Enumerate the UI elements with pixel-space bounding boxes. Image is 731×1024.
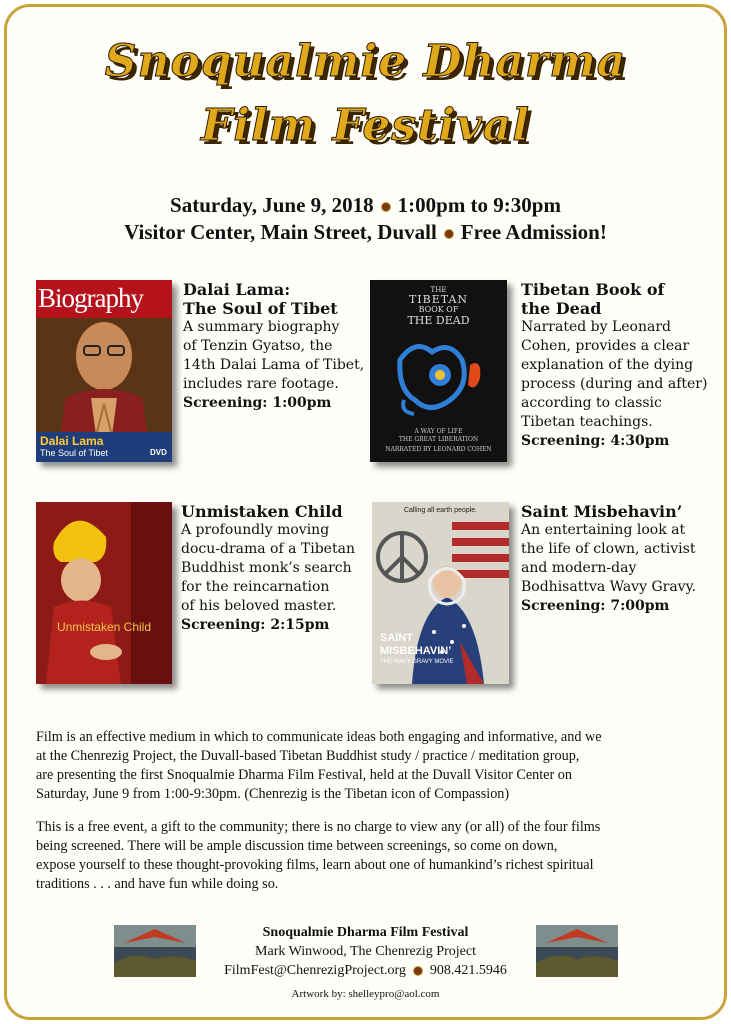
poster-sub-1: A WAY OF LIFE (414, 428, 463, 435)
venue-line (0, 220, 731, 245)
screening-time: Screening: 2:15pm (181, 617, 330, 633)
poster-dvd-logo: DVD (150, 448, 167, 457)
dragon-illustration (370, 330, 507, 420)
desc-line: and modern-day (521, 560, 637, 576)
desc-line: includes rare footage. (183, 376, 339, 392)
bullet-icon (445, 230, 453, 238)
poster-caption-1: Dalai Lama (40, 434, 104, 448)
film-title-saint-misbehavin (521, 502, 682, 521)
paragraph-line: Saturday, June 9 from 1:00-9:30pm. (Chenrezig is the Tibetan icon of Compassion) (36, 786, 510, 802)
film-desc-unmistaken-child (181, 521, 355, 635)
event-admission: Free Admission! (460, 220, 607, 244)
bullet-icon (382, 203, 390, 211)
poster-title-1: TIBETAN (408, 293, 469, 306)
event-date: Saturday, June 9, 2018 (170, 193, 374, 217)
desc-line: A profoundly moving (181, 522, 330, 538)
landscape-icon (536, 925, 618, 977)
bullet-icon (414, 967, 422, 975)
footer-email[interactable]: FilmFest@ChenrezigProject.org (224, 963, 406, 978)
poster-caption-2: MISBEHAVIN’ (380, 645, 452, 657)
landscape-icon (114, 925, 196, 977)
poster-title-3: THE DEAD (407, 314, 470, 327)
event-venue: Visitor Center, Main Street, Duvall (124, 220, 437, 244)
child-monk-illustration (36, 502, 172, 684)
date-time-line (0, 193, 731, 218)
screening-time: Screening: 4:30pm (521, 433, 670, 449)
paragraph-line: expose yourself to these thought-provoking films, learn about one of humankind’s richest spiritual (36, 857, 594, 873)
footer-phone: 908.421.5946 (429, 963, 507, 978)
footer-contact-name: Mark Winwood, The Chenrezig Project (255, 944, 476, 959)
paragraph-line: Film is an effective medium in which to communicate ideas both engaging and informative, and we (36, 729, 602, 745)
footer-artwork-credit: Artwork by: shelleypro@aol.com (291, 988, 440, 1000)
film-desc-dalai-lama (183, 318, 364, 413)
intro-paragraph (36, 728, 700, 804)
title-line: Tibetan Book of (521, 280, 665, 299)
film-title-dalai-lama (183, 280, 338, 318)
desc-line: An entertaining look at (521, 522, 686, 538)
poster-saint-misbehavin (372, 502, 509, 684)
poster-title-2: BOOK OF (418, 305, 459, 314)
poster-sub-2: THE GREAT LIBERATION (398, 436, 479, 443)
free-event-paragraph (36, 818, 700, 894)
desc-line: process (during and after) (521, 376, 708, 392)
film-title-tibetan-book (521, 280, 664, 318)
desc-line: for the reincarnation (181, 579, 330, 595)
title-line: the Dead (521, 299, 602, 318)
desc-line: Narrated by Leonard (521, 319, 672, 335)
footer-landscape-right (536, 925, 618, 977)
footer-landscape-left (114, 925, 196, 977)
title-line: The Soul of Tibet (183, 299, 338, 318)
paragraph-line: are presenting the first Snoqualmie Dharma Film Festival, held at the Duvall Visitor Center on (36, 767, 572, 783)
desc-line: explanation of the dying (521, 357, 694, 373)
desc-line: docu-drama of a Tibetan (181, 541, 355, 557)
desc-line: A summary biography (183, 319, 340, 335)
poster-top-text: THE (430, 286, 447, 294)
poster-caption-1: SAINT (380, 632, 413, 644)
screening-time: Screening: 1:00pm (183, 395, 332, 411)
poster-sub-3: NARRATED BY LEONARD COHEN (385, 446, 492, 453)
desc-line: of Tenzin Gyatso, the (183, 338, 333, 354)
poster-brand-text: Biography (38, 283, 143, 313)
festival-title-line1: Snoqualmie Dharma (104, 36, 627, 87)
desc-line: the life of clown, activist (521, 541, 696, 557)
poster-caption-2: The Soul of Tibet (40, 448, 109, 458)
poster-dalai-lama (36, 280, 172, 462)
event-time: 1:00pm to 9:30pm (397, 193, 561, 217)
film-desc-saint-misbehavin (521, 521, 696, 616)
paragraph-line: This is a free event, a gift to the community; there is no charge to view any (or all) of the four films (36, 819, 601, 835)
desc-line: Tibetan teachings. (521, 414, 653, 430)
desc-line: Buddhist monk’s search (181, 560, 352, 576)
poster-tibetan-book (370, 280, 507, 462)
paragraph-line: traditions . . . and have fun while doing so. (36, 876, 279, 892)
screening-time: Screening: 7:00pm (521, 598, 670, 614)
desc-line: Bodhisattva Wavy Gravy. (521, 579, 697, 595)
desc-line: 14th Dalai Lama of Tibet, (183, 357, 365, 373)
title-line: Saint Misbehavin’ (521, 502, 683, 521)
festival-title-line2: Film Festival (201, 100, 530, 151)
desc-line: of his beloved master. (181, 598, 337, 614)
poster-tagline: Calling all earth people. (403, 507, 478, 514)
poster-caption-3: THE WAVY GRAVY MOVIE (380, 659, 454, 665)
film-desc-tibetan-book (521, 318, 707, 451)
title-line: Dalai Lama: (183, 280, 291, 299)
desc-line: according to classic (521, 395, 662, 411)
poster-unmistaken-child (36, 502, 172, 684)
footer-festival-name: Snoqualmie Dharma Film Festival (262, 925, 469, 940)
paragraph-line: being screened. There will be ample discussion time between screenings, so come on down, (36, 838, 558, 854)
footer-contact (200, 923, 531, 980)
footer-email-phone (200, 961, 531, 980)
film-title-unmistaken-child (181, 502, 343, 521)
title-line: Unmistaken Child (181, 502, 343, 521)
paragraph-line: at the Chenrezig Project, the Duvall-based Tibetan Buddhist study / practice / meditation group, (36, 748, 580, 764)
poster-caption: Unmistaken Child (56, 620, 152, 634)
desc-line: Cohen, provides a clear (521, 338, 690, 354)
